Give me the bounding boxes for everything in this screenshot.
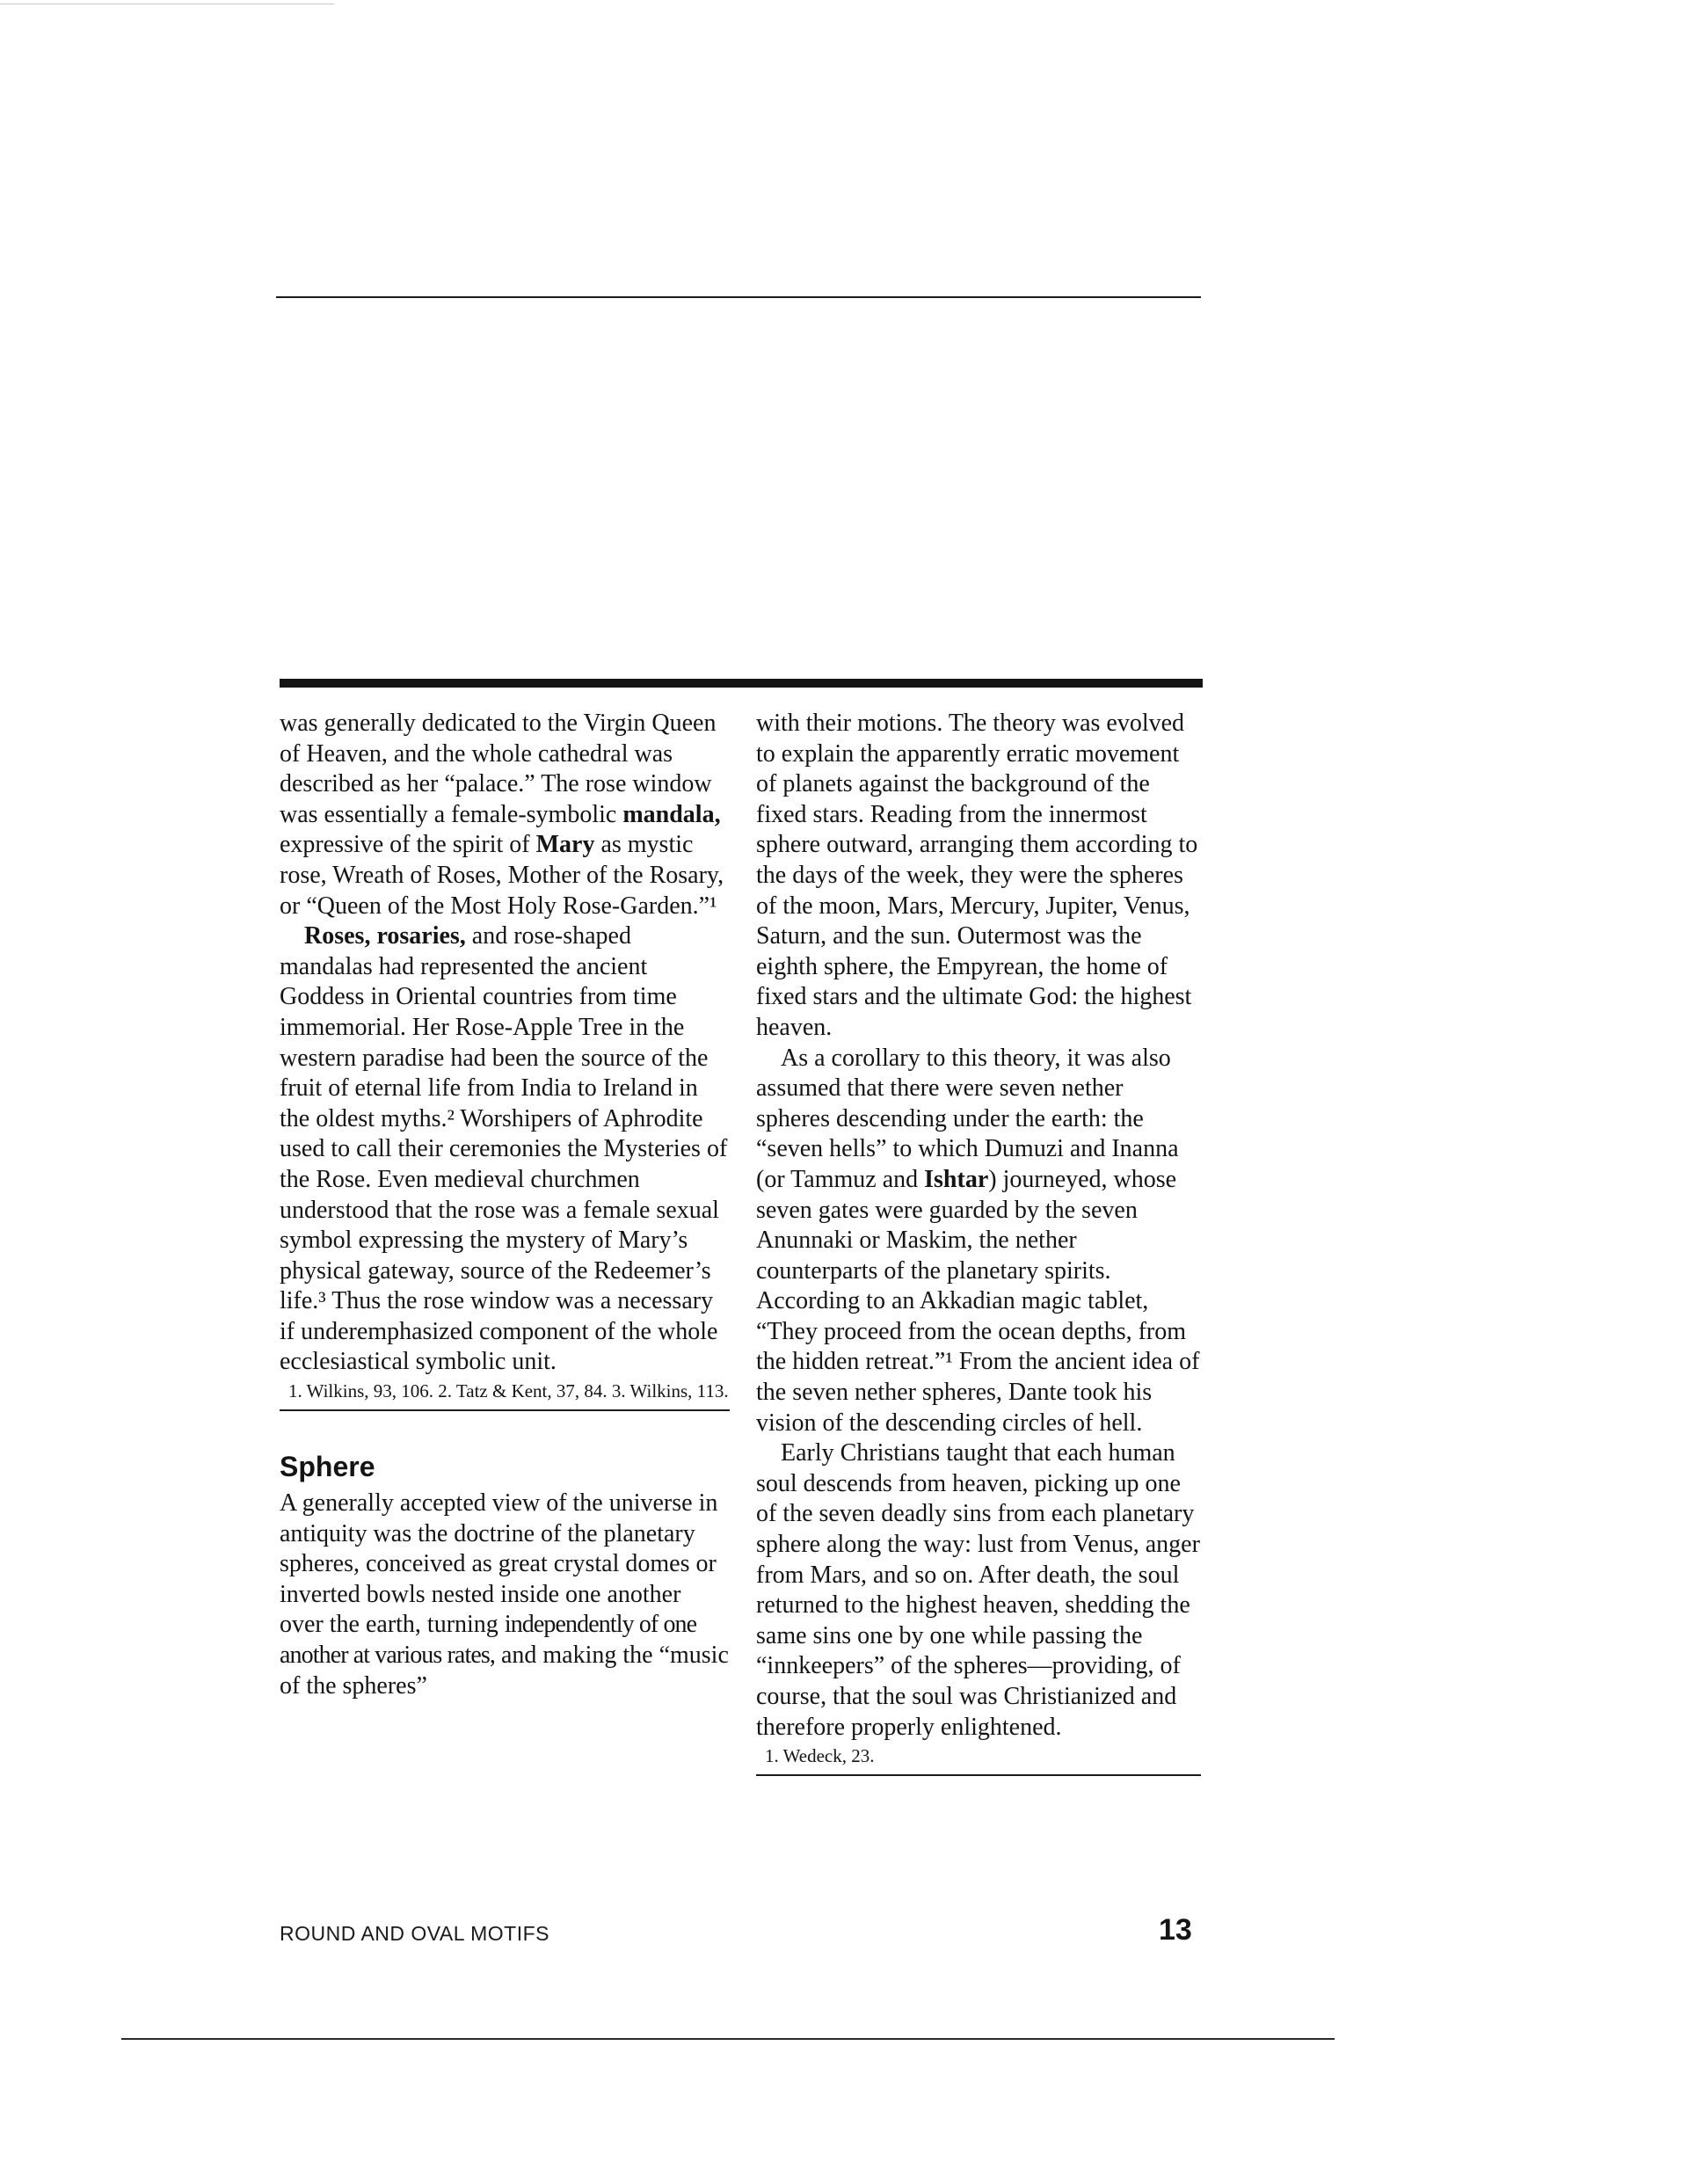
right-column [756,709,1201,1776]
page-number: 13 [1159,1913,1192,1947]
paragraph-early-christians: Early Christians taught that each human soul descends from heaven, picking up one of the seven deadly sins from each planetary sphere along the way: lust from Venus, anger from Mars, and so on. After death, the soul returned to the highest heaven, shedding the same sins one by one while passing the “innkeepers” of the spheres—providing, of course, that the soul was Christianized and therefore properly enlightened. [756,1439,1200,1741]
footnotes-left: 1. Wilkins, 93, 106. 2. Tatz & Kent, 37, 84. 3. Wilkins, 113. [288,1380,729,1402]
paragraph-sphere: A generally accepted view of the universe in antiquity was the doctrine of the planetary spheres, conceived as great crystal domes or inverted bowls nested inside one another over the earth, turning independently of one another at various rates, and making the “music of the spheres” [280,1489,729,1700]
bottom-rule [121,2038,1335,2040]
footnote-rule-right [756,1774,1201,1776]
running-footer-section: ROUND AND OVAL MOTIFS [280,1922,549,1945]
footnotes-right: 1. Wedeck, 23. [765,1745,875,1767]
cross-ref-ishtar: Ishtar [924,1165,989,1193]
paragraph-rose-window: was generally dedicated to the Virgin Queen of Heaven, and the whole cathedral was described as her “palace.” The rose window was essentially a female-symbolic mandala, expressive of the spirit of Mary as mystic rose, Wreath of Roses, Mother of the Rosary, or “Queen of the Most Holy Rose-Garden.”¹ [280,710,724,920]
paragraph-planetary-motions: with their motions. The theory was evolved to explain the apparently erratic movement of planets against the background of the fixed stars. Reading from the innermost sphere outward, arranging them according to the days of the week, they were the spheres of the moon, Mars, Mercury, Jupiter, Venus, Saturn, and the sun. Outermost was the eighth sphere, the Empyrean, the home of fixed stars and the ultimate God: the highest heaven. [756,710,1198,1041]
cross-ref-mandala: mandala, [622,800,721,828]
paragraph-nether-spheres: As a corollary to this theory, it was also assumed that there were seven nether spheres descending under the earth: the “seven hells” to which Dumuzi and Inanna (or Tammuz and Ishtar) journeyed, whose seven gates were guarded by the seven Anunnaki or Maskim, the nether counterparts of the planetary spirits. According to an Akkadian magic tablet, “They proceed from the ocean depths, from the hidden retreat.”¹ From the ancient idea of the seven nether spheres, Dante took his vision of the descending circles of hell. [756,1044,1200,1437]
cross-ref-roses: Roses, rosaries, [304,922,466,950]
top-rule [276,296,1201,298]
left-column [280,709,730,1701]
section-heading-sphere: Sphere [280,1451,375,1483]
heavy-divider-rule [280,679,1203,688]
cross-ref-mary: Mary [535,831,595,859]
footnote-rule-left [280,1409,730,1411]
paragraph-roses: Roses, rosaries, and rose-shaped mandalas had represented the ancient Goddess in Oriental countries from time immemorial. Her Rose-Apple Tree in the western paradise had been the source of the fruit of eternal life from India to Ireland in the oldest myths.² Worshipers of Aphrodite used to call their ceremonies the Mysteries of the Rose. Even medieval churchmen understood that the rose was a female sexual symbol expressing the mystery of Mary’s physical gateway, source of the Redeemer’s life.³ Thus the rose window was a necessary if underemphasized component of the whole ecclesiastical symbolic unit. [280,922,728,1376]
